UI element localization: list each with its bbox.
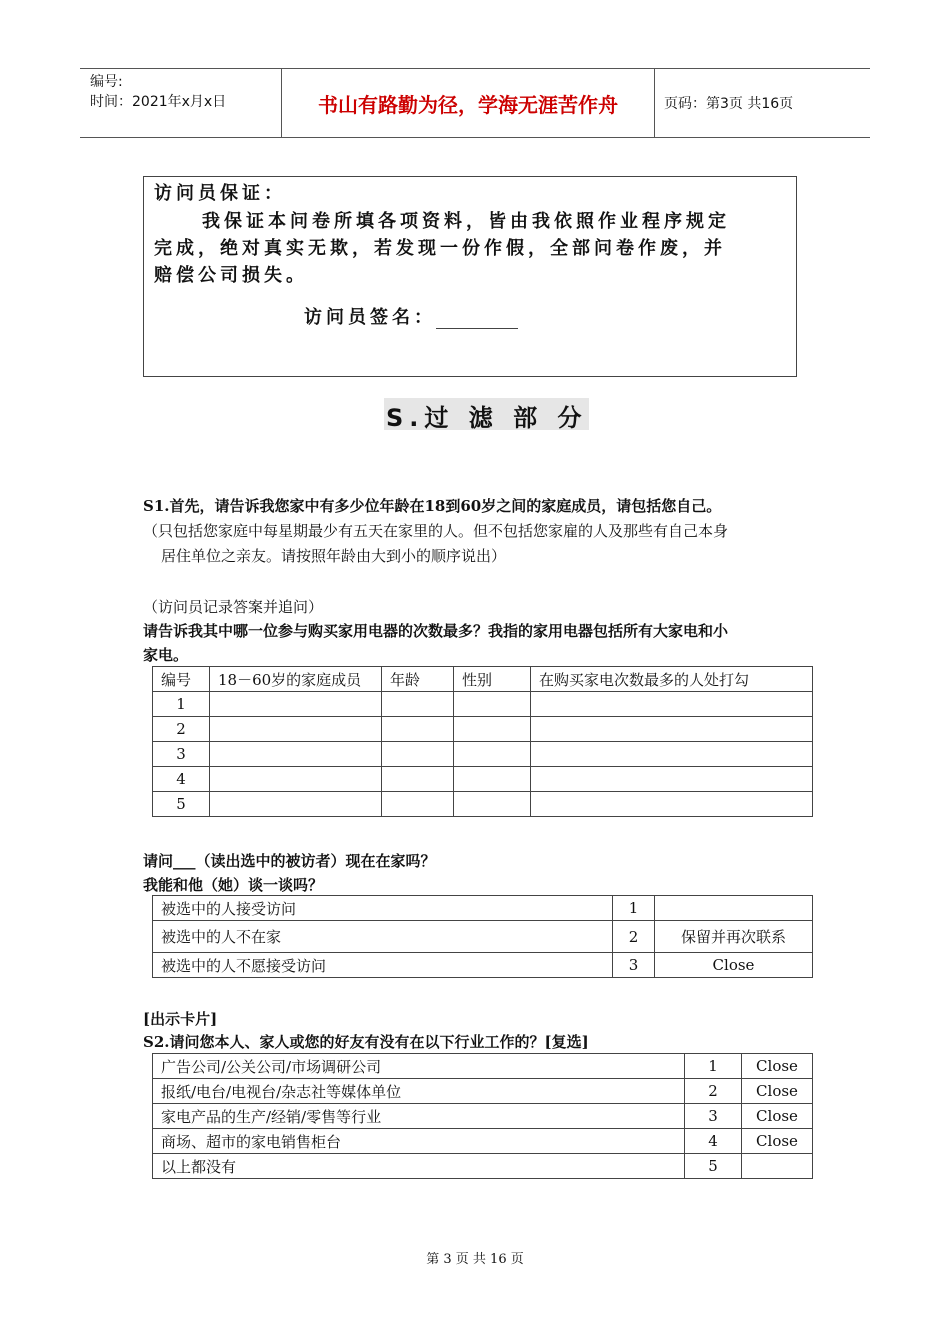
gender-cell[interactable] bbox=[454, 742, 531, 767]
table-row[interactable] bbox=[153, 1129, 813, 1154]
table-row[interactable] bbox=[153, 1054, 813, 1079]
number-label: 编号: bbox=[90, 74, 123, 90]
show-card-note: [出示卡片] bbox=[143, 1010, 218, 1028]
row-number: 3 bbox=[153, 742, 210, 767]
option-code: 2 bbox=[685, 1079, 742, 1104]
header-motto: 书山有路勤为径，学海无涯苦作舟 bbox=[281, 69, 655, 137]
option-label: 报纸/电台/电视台/杂志社等媒体单位 bbox=[153, 1079, 685, 1104]
member-cell[interactable] bbox=[210, 792, 382, 817]
option-code: 5 bbox=[685, 1154, 742, 1179]
row-number: 4 bbox=[153, 767, 210, 792]
check-cell[interactable] bbox=[531, 767, 813, 792]
table-row bbox=[153, 742, 813, 767]
col-header-checkmark: 在购买家电次数最多的人处打勾 bbox=[531, 667, 813, 692]
gender-cell[interactable] bbox=[454, 792, 531, 817]
table-row bbox=[153, 767, 813, 792]
s1-followup-2: 家电。 bbox=[143, 646, 189, 664]
member-cell[interactable] bbox=[210, 767, 382, 792]
row-number: 2 bbox=[153, 717, 210, 742]
option-code: 4 bbox=[685, 1129, 742, 1154]
table-row[interactable] bbox=[153, 1104, 813, 1129]
option-label: 被选中的人接受访问 bbox=[153, 896, 613, 921]
s1-question: S1.首先，请告诉我您家中有多少位年龄在18到60岁之间的家庭成员，请包括您自己。 bbox=[143, 497, 722, 515]
age-cell[interactable] bbox=[382, 767, 454, 792]
s1-note-1: （只包括您家庭中每星期最少有五天在家里的人。但不包括您家雇的人及那些有自己本身 bbox=[143, 522, 729, 540]
s1-note-2: 居住单位之亲友。请按照年龄由大到小的顺序说出） bbox=[161, 547, 507, 565]
member-cell[interactable] bbox=[210, 692, 382, 717]
check-cell[interactable] bbox=[531, 792, 813, 817]
age-cell[interactable] bbox=[382, 692, 454, 717]
check-cell[interactable] bbox=[531, 717, 813, 742]
gender-cell[interactable] bbox=[454, 717, 531, 742]
option-action: 保留并再次联系 bbox=[655, 921, 813, 953]
option-code: 1 bbox=[613, 896, 655, 921]
confirm-question-2: 我能和他（她）谈一谈吗？ bbox=[143, 876, 324, 894]
table-header-row bbox=[153, 667, 813, 692]
col-header-number: 编号 bbox=[153, 667, 210, 692]
option-label: 以上都没有 bbox=[153, 1154, 685, 1179]
col-header-age: 年龄 bbox=[382, 667, 454, 692]
row-number: 5 bbox=[153, 792, 210, 817]
option-code: 3 bbox=[685, 1104, 742, 1129]
header-meta bbox=[80, 69, 280, 137]
option-code: 1 bbox=[685, 1054, 742, 1079]
table-row[interactable] bbox=[153, 896, 813, 921]
confirm-question-1: 请问___（读出选中的被访者）现在在家吗？ bbox=[143, 852, 436, 870]
member-cell[interactable] bbox=[210, 742, 382, 767]
row-number: 1 bbox=[153, 692, 210, 717]
option-label: 家电产品的生产/经销/零售等行业 bbox=[153, 1104, 685, 1129]
option-action: Close bbox=[742, 1079, 813, 1104]
s1-interviewer-note: （访问员记录答案并追问） bbox=[143, 598, 324, 616]
col-header-member: 18－60岁的家庭成员 bbox=[210, 667, 382, 692]
table-row bbox=[153, 692, 813, 717]
table-row bbox=[153, 717, 813, 742]
gender-cell[interactable] bbox=[454, 692, 531, 717]
option-code: 3 bbox=[613, 953, 655, 978]
s1-followup-1: 请告诉我其中哪一位参与购买家用电器的次数最多？我指的家用电器包括所有大家电和小 bbox=[143, 622, 729, 640]
pledge-line-1: 我保证本问卷所填各项资料，皆由我依照作业程序规定 bbox=[202, 211, 730, 232]
option-label: 商场、超市的家电销售柜台 bbox=[153, 1129, 685, 1154]
interviewer-pledge-box bbox=[143, 176, 797, 377]
section-title: S.过 滤 部 分 bbox=[384, 398, 589, 430]
check-cell[interactable] bbox=[531, 742, 813, 767]
household-members-table bbox=[152, 666, 813, 817]
option-action bbox=[655, 896, 813, 921]
time-label: 时间：2021年x月x日 bbox=[90, 94, 227, 110]
table-row[interactable] bbox=[153, 953, 813, 978]
option-action: Close bbox=[742, 1104, 813, 1129]
age-cell[interactable] bbox=[382, 742, 454, 767]
option-label: 被选中的人不在家 bbox=[153, 921, 613, 953]
option-label: 广告公司/公关公司/市场调研公司 bbox=[153, 1054, 685, 1079]
option-action: Close bbox=[655, 953, 813, 978]
col-header-gender: 性别 bbox=[454, 667, 531, 692]
option-action: Close bbox=[742, 1054, 813, 1079]
option-label: 被选中的人不愿接受访问 bbox=[153, 953, 613, 978]
pledge-line-2: 完成，绝对真实无欺，若发现一份作假，全部问卷作废，并 bbox=[154, 238, 726, 259]
availability-table bbox=[152, 895, 813, 978]
option-code: 2 bbox=[613, 921, 655, 953]
signature-row bbox=[304, 303, 518, 329]
member-cell[interactable] bbox=[210, 717, 382, 742]
age-cell[interactable] bbox=[382, 792, 454, 817]
table-row[interactable] bbox=[153, 1154, 813, 1179]
page-header bbox=[80, 68, 870, 138]
header-page-info: 页码：第3页 共16页 bbox=[664, 96, 794, 112]
signature-field[interactable] bbox=[436, 312, 518, 329]
age-cell[interactable] bbox=[382, 717, 454, 742]
option-action: Close bbox=[742, 1129, 813, 1154]
gender-cell[interactable] bbox=[454, 767, 531, 792]
pledge-title: 访问员保证： bbox=[154, 183, 286, 204]
page-footer: 第 3 页 共 16 页 bbox=[426, 1252, 524, 1267]
check-cell[interactable] bbox=[531, 692, 813, 717]
pledge-line-3: 赔偿公司损失。 bbox=[154, 265, 308, 286]
table-row[interactable] bbox=[153, 921, 813, 953]
industry-table bbox=[152, 1053, 813, 1179]
option-action bbox=[742, 1154, 813, 1179]
table-row[interactable] bbox=[153, 1079, 813, 1104]
table-row bbox=[153, 792, 813, 817]
s2-question: S2.请问您本人、家人或您的好友有没有在以下行业工作的？[复选] bbox=[143, 1033, 589, 1051]
signature-label: 访问员签名： bbox=[304, 307, 436, 328]
